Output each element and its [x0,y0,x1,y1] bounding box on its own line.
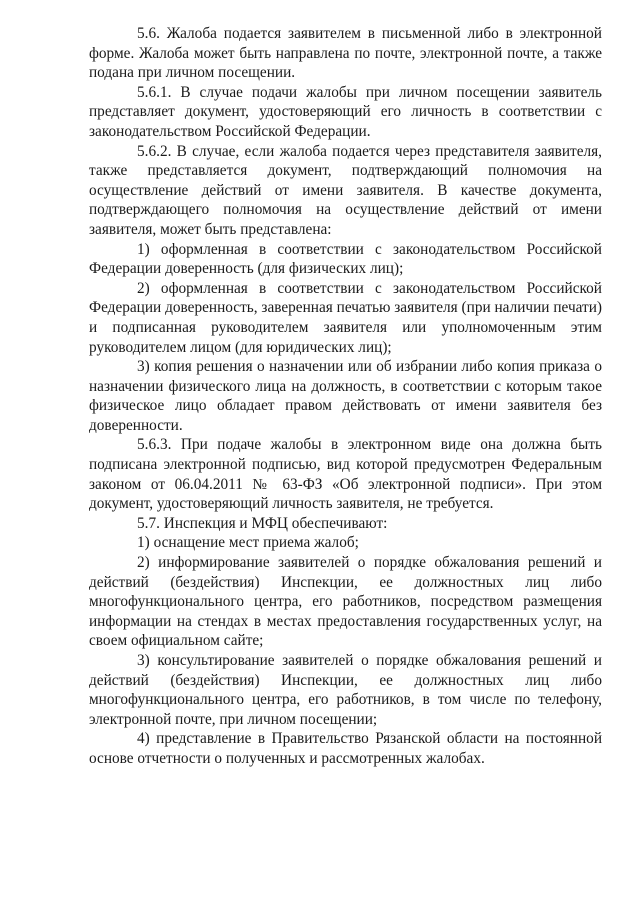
list-item-5-7-2: 2) информирование заявителей о порядке обжалования решений и действий (бездействия) Инспекции, ее должностных лиц либо многофункционального центра, его работников, посредством размещения информации на стендах в местах предоставления государственных услуг, на своем официальном сайте; [89,554,602,650]
paragraph-5-7: 5.7. Инспекция и МФЦ обеспечивают: [137,514,388,532]
list-item-5-7-4: 4) представление в Правительство Рязанской области на постоянной основе отчетности о полученных и рассмотренных жалобах. [89,730,602,767]
paragraph-5-6-3: 5.6.3. При подаче жалобы в электронном виде она должна быть подписана электронной подписью, вид которой предусмотрен Федеральным законом от 06.04.2011 № 63-ФЗ «Об электронной подписи». При этом документ, удостоверяющий личность заявителя, не требуется. [89,436,602,513]
list-item-5-6-2-2: 2) оформленная в соответствии с законодательством Российской Федерации доверенность, заверенная печатью заявителя (при наличии печати) и подписанная руководителем заявителя или уполномоченным этим руководителем лицом (для юридических лиц); [89,279,602,356]
list-item-5-6-2-1: 1) оформленная в соответствии с законодательством Российской Федерации доверенность (для физических лиц); [89,240,602,278]
list-item-5-7-1: 1) оснащение мест приема жалоб; [137,534,359,552]
list-item-5-6-2-3: 3) копия решения о назначении или об избрании либо копия приказа о назначении физического лица на должность, в соответствии с которым такое физическое лицо обладает правом действовать от имени заявителя без доверенности. [89,358,602,434]
paragraph-5-6: 5.6. Жалоба подается заявителем в письменной либо в электронной форме. Жалоба может быть направлена по почте, электронной почте, а также подана при личном посещении. [89,25,602,82]
paragraph-5-6-2: 5.6.2. В случае, если жалоба подается через представителя заявителя, также представляется документ, подтверждающий полномочия на осуществление действий от имени заявителя. В качестве документа, подтверждающего полномочия на осуществление действий от имени заявителя, может быть представлена: [89,142,602,238]
paragraph-5-6-1: 5.6.1. В случае подачи жалобы при личном посещении заявитель представляет документ, удостоверяющий его личность в соответствии с законодательством Российской Федерации. [89,83,602,140]
list-item-5-7-3: 3) консультирование заявителей о порядке обжалования решений и действий (бездействия) Инспекции, ее должностных лиц либо многофункционального центра, его работников, в том числе по телефону, электронной почте, при личном посещении; [89,652,602,728]
